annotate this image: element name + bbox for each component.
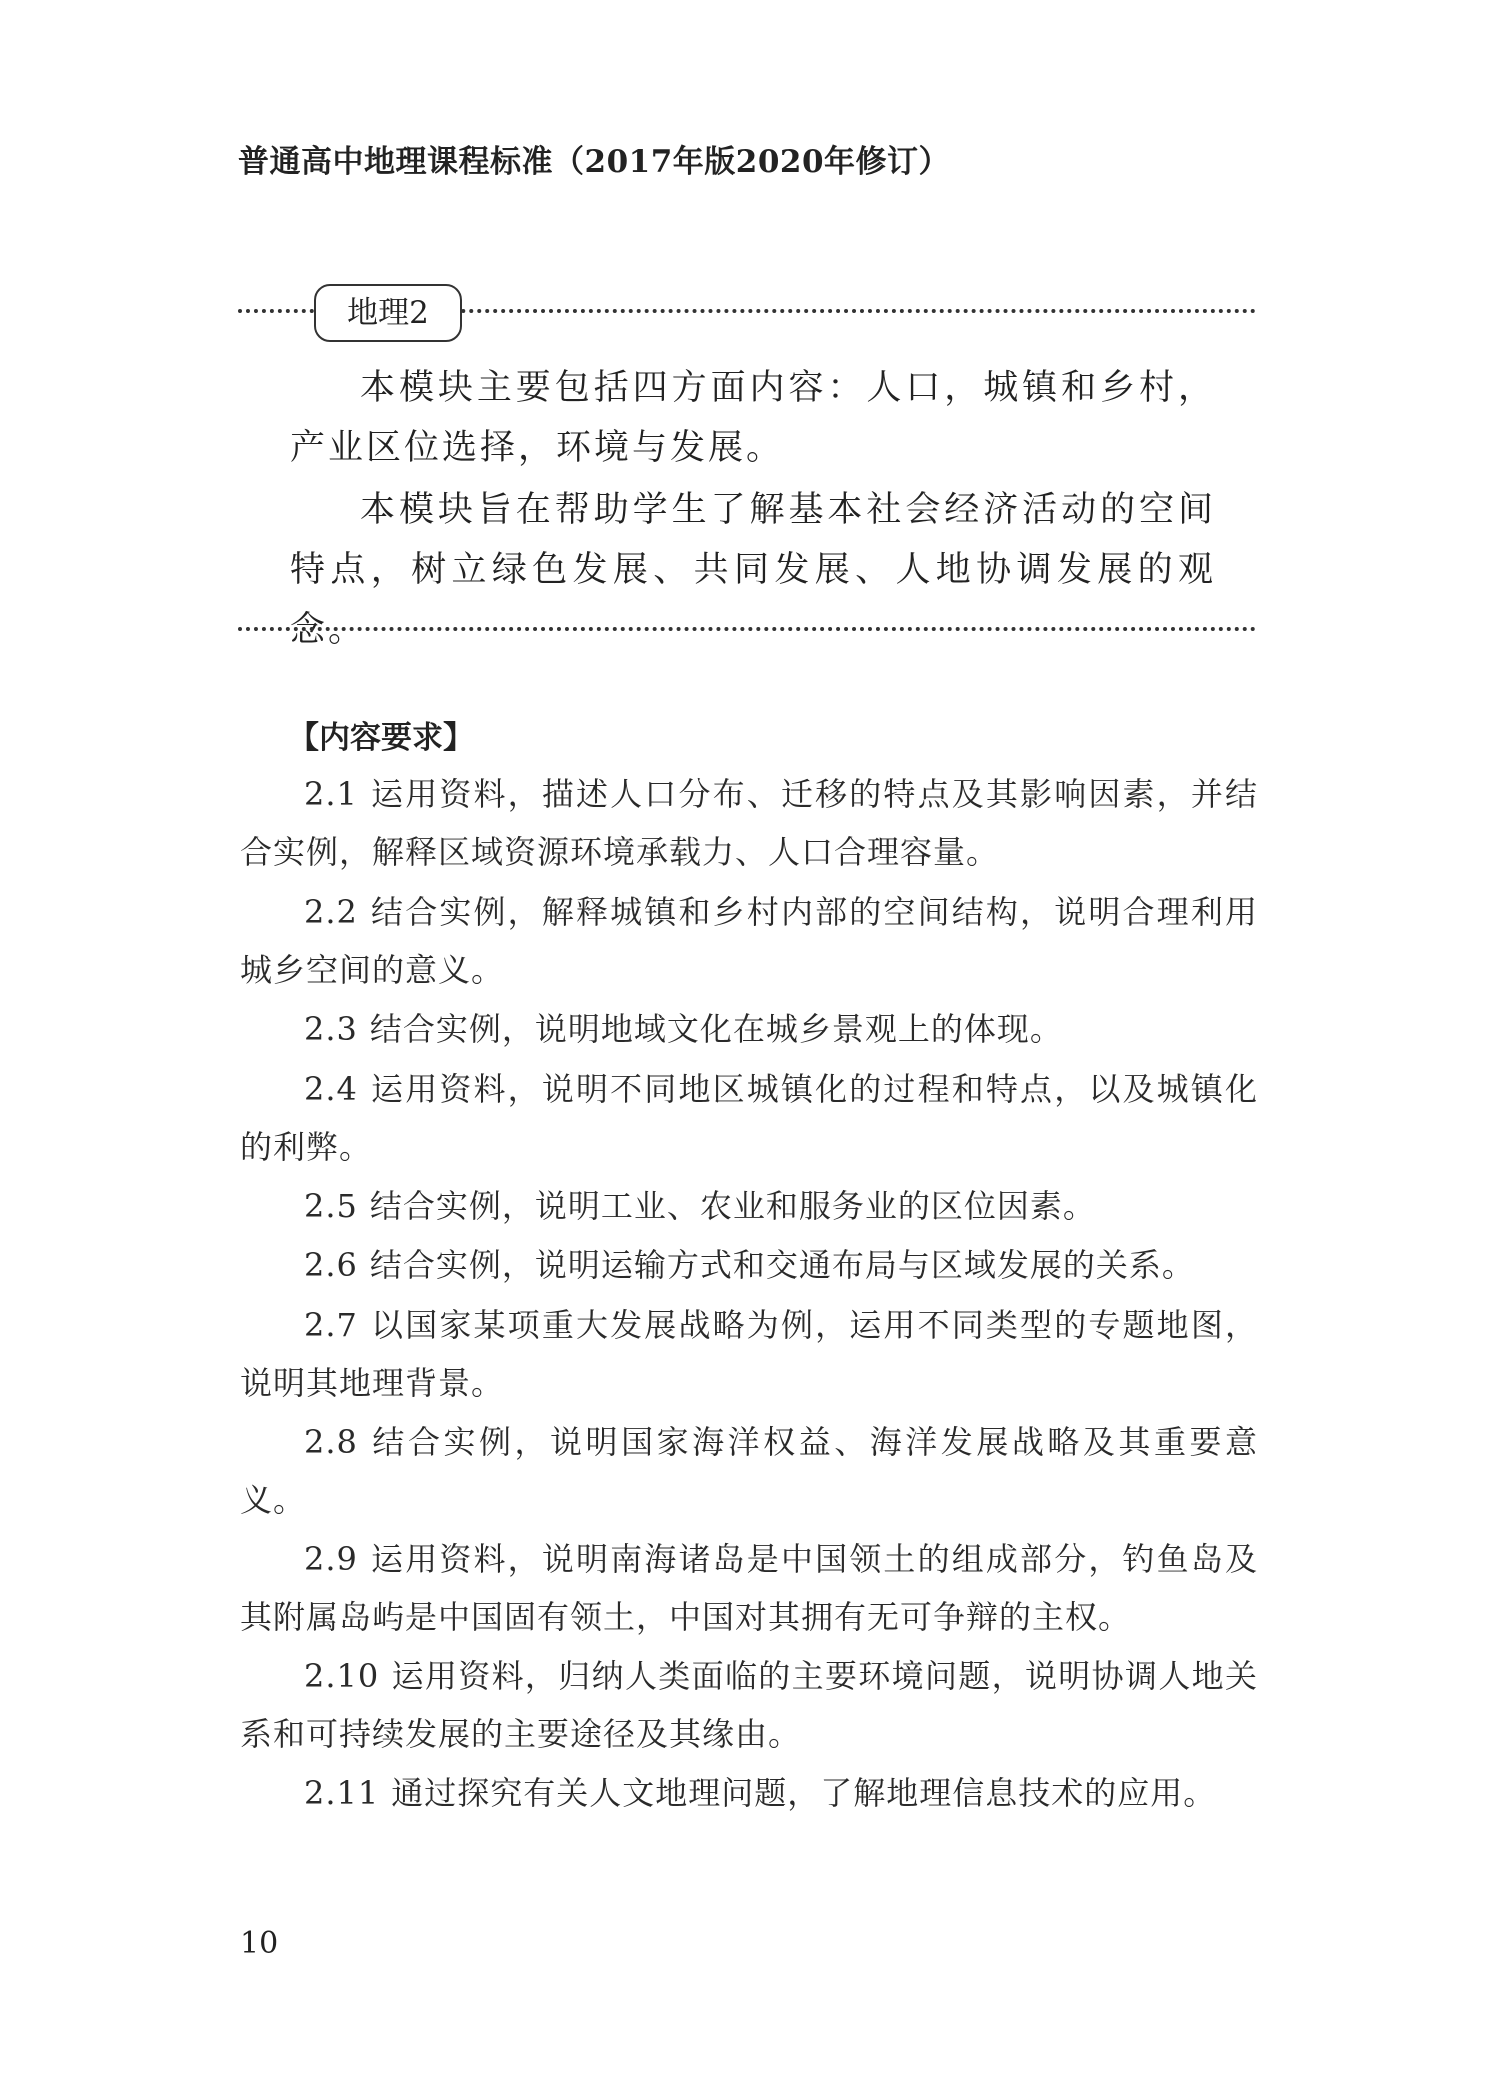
requirement-number: 2.10 [304, 1657, 380, 1695]
running-header-title: 普通高中地理课程标准（2017年版2020年修订） [238, 144, 951, 180]
requirement-text: 通过探究有关人文地理问题，了解地理信息技术的应用。 [391, 1774, 1217, 1812]
requirement-item-2-1 [240, 765, 1258, 881]
module-intro-paragraph-1 [290, 358, 1216, 478]
requirement-text: 结合实例，解释城镇和乡村内部的空间结构，说明合理利用城乡空间的意义。 [240, 893, 1258, 989]
requirement-text: 结合实例，说明工业、农业和服务业的区位因素。 [369, 1187, 1096, 1225]
requirement-number: 2.5 [304, 1187, 358, 1225]
module-tab-label: 地理2 [314, 284, 462, 342]
requirement-number: 2.7 [304, 1306, 358, 1344]
requirement-item-2-7 [240, 1296, 1258, 1412]
requirement-number: 2.8 [304, 1423, 358, 1461]
module-intro-text: 本模块旨在帮助学生了解基本社会经济活动的空间特点，树立绿色发展、共同发展、人地协调发展的观念。 [290, 490, 1216, 650]
requirement-text: 以国家某项重大发展战略为例，运用不同类型的专题地图，说明其地理背景。 [240, 1306, 1258, 1402]
requirement-item-2-3 [240, 1000, 1258, 1058]
requirement-text: 结合实例，说明地域文化在城乡景观上的体现。 [369, 1010, 1063, 1048]
content-requirements-heading: 【内容要求】 [288, 720, 474, 756]
requirement-text: 运用资料，归纳人类面临的主要环境问题，说明协调人地关系和可持续发展的主要途径及其缘由。 [240, 1657, 1258, 1753]
requirement-text: 运用资料，说明不同地区城镇化的过程和特点，以及城镇化的利弊。 [240, 1070, 1258, 1166]
requirement-item-2-10 [240, 1647, 1258, 1763]
requirement-item-2-2 [240, 883, 1258, 999]
module-box-bottom-dotted-rule [238, 627, 1256, 631]
requirement-item-2-4 [240, 1060, 1258, 1176]
requirement-number: 2.3 [304, 1010, 358, 1048]
module-intro-text: 本模块主要包括四方面内容：人口，城镇和乡村，产业区位选择，环境与发展。 [290, 368, 1216, 468]
requirement-item-2-9 [240, 1530, 1258, 1646]
requirement-text: 运用资料，描述人口分布、迁移的特点及其影响因素，并结合实例，解释区域资源环境承载力、人口合理容量。 [240, 775, 1258, 871]
requirement-number: 2.4 [304, 1070, 358, 1108]
requirement-text: 结合实例，说明运输方式和交通布局与区域发展的关系。 [369, 1246, 1195, 1284]
requirement-item-2-5 [240, 1177, 1258, 1235]
module-intro-paragraph-2 [290, 480, 1216, 660]
requirement-number: 2.1 [304, 775, 358, 813]
requirement-item-2-6 [240, 1236, 1258, 1294]
requirement-number: 2.6 [304, 1246, 358, 1284]
requirement-item-2-8 [240, 1413, 1258, 1529]
requirement-text: 运用资料，说明南海诸岛是中国领土的组成部分，钓鱼岛及其附属岛屿是中国固有领土，中国对其拥有无可争辩的主权。 [240, 1540, 1258, 1636]
page-number: 10 [240, 1926, 279, 1961]
requirement-text: 结合实例，说明国家海洋权益、海洋发展战略及其重要意义。 [240, 1423, 1258, 1519]
requirement-number: 2.9 [304, 1540, 358, 1578]
requirement-number: 2.2 [304, 893, 358, 931]
requirement-item-2-11 [240, 1764, 1258, 1822]
requirement-number: 2.11 [304, 1774, 380, 1812]
